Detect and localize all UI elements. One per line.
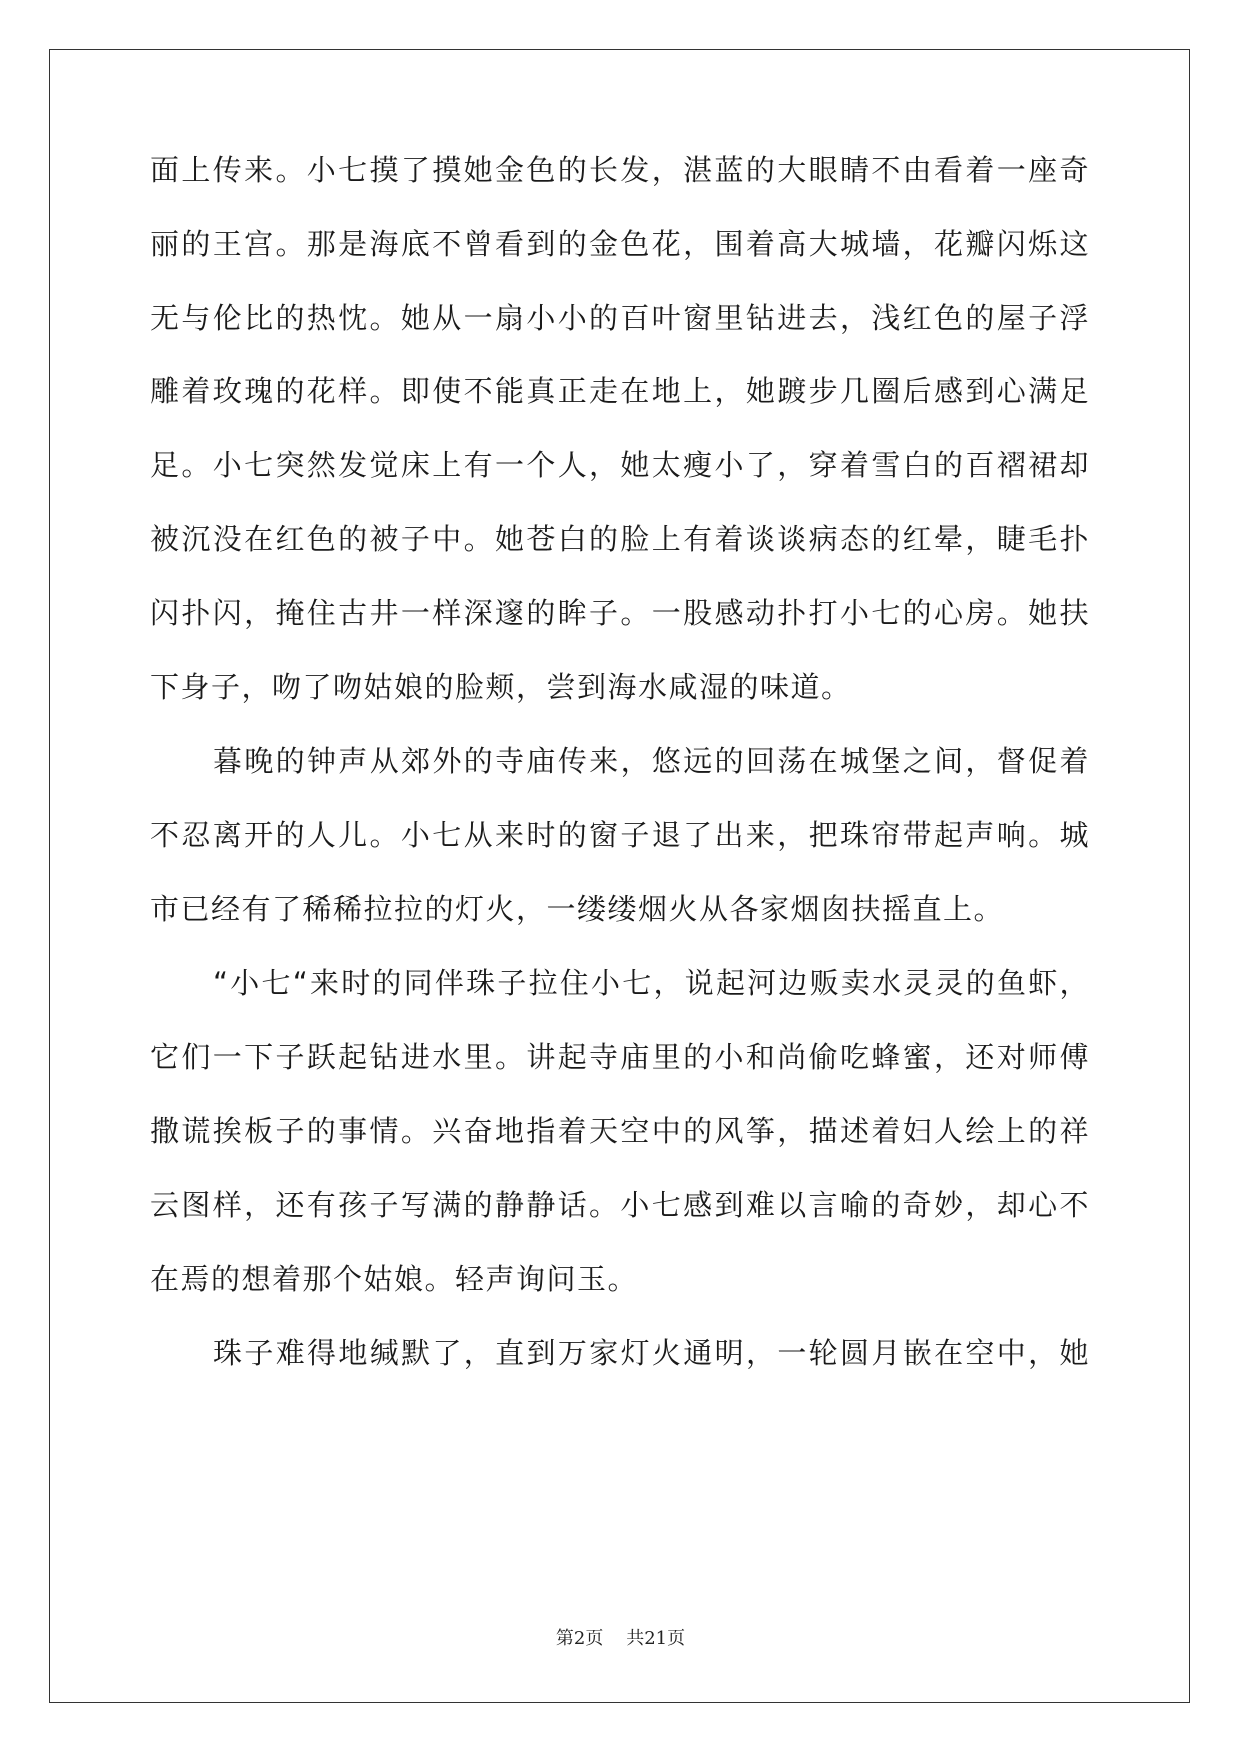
text-line: 被沉没在红色的被子中。她苍白的脸上有着谈谈病态的红晕，睫毛扑 [150, 522, 1090, 556]
paragraph-first-line: “小七“来时的同伴珠子拉住小七，说起河边贩卖水灵灵的鱼虾， [213, 966, 1090, 1000]
paragraph-first-line: 暮晚的钟声从郊外的寺庙传来，悠远的回荡在城堡之间，督促着 [213, 744, 1090, 778]
text-line: 足。小七突然发觉床上有一个人，她太瘦小了，穿着雪白的百褶裙却 [150, 448, 1090, 482]
text-line: 下身子，吻了吻姑娘的脸颊，尝到海水咸湿的味道。 [150, 670, 852, 704]
text-line: 市已经有了稀稀拉拉的灯火，一缕缕烟火从各家烟囱扶摇直上。 [150, 892, 1005, 926]
text-line: 在焉的想着那个姑娘。轻声询问玉。 [150, 1262, 639, 1296]
text-line: 它们一下子跃起钻进水里。讲起寺庙里的小和尚偷吃蜂蜜，还对师傅 [150, 1040, 1090, 1074]
text-line: 雕着玫瑰的花样。即使不能真正走在地上，她踱步几圈后感到心满足 [150, 374, 1090, 408]
text-line: 丽的王宫。那是海底不曾看到的金色花，围着高大城墙，花瓣闪烁这 [150, 227, 1090, 261]
text-line: 云图样，还有孩子写满的静静话。小七感到难以言喻的奇妙，却心不 [150, 1188, 1090, 1222]
text-line: 面上传来。小七摸了摸她金色的长发，湛蓝的大眼睛不由看着一座奇 [150, 153, 1090, 187]
page-number-footer: 第2页 共21页 [555, 1628, 686, 1649]
text-line: 闪扑闪，掩住古井一样深邃的眸子。一股感动扑打小七的心房。她扶 [150, 596, 1090, 630]
text-line: 无与伦比的热忱。她从一扇小小的百叶窗里钻进去，浅红色的屋子浮 [150, 301, 1090, 335]
text-line: 不忍离开的人儿。小七从来时的窗子退了出来，把珠帘带起声响。城 [150, 818, 1090, 852]
paragraph-first-line: 珠子难得地缄默了，直到万家灯火通明，一轮圆月嵌在空中，她 [213, 1336, 1090, 1370]
text-line: 撒谎挨板子的事情。兴奋地指着天空中的风筝，描述着妇人绘上的祥 [150, 1114, 1090, 1148]
